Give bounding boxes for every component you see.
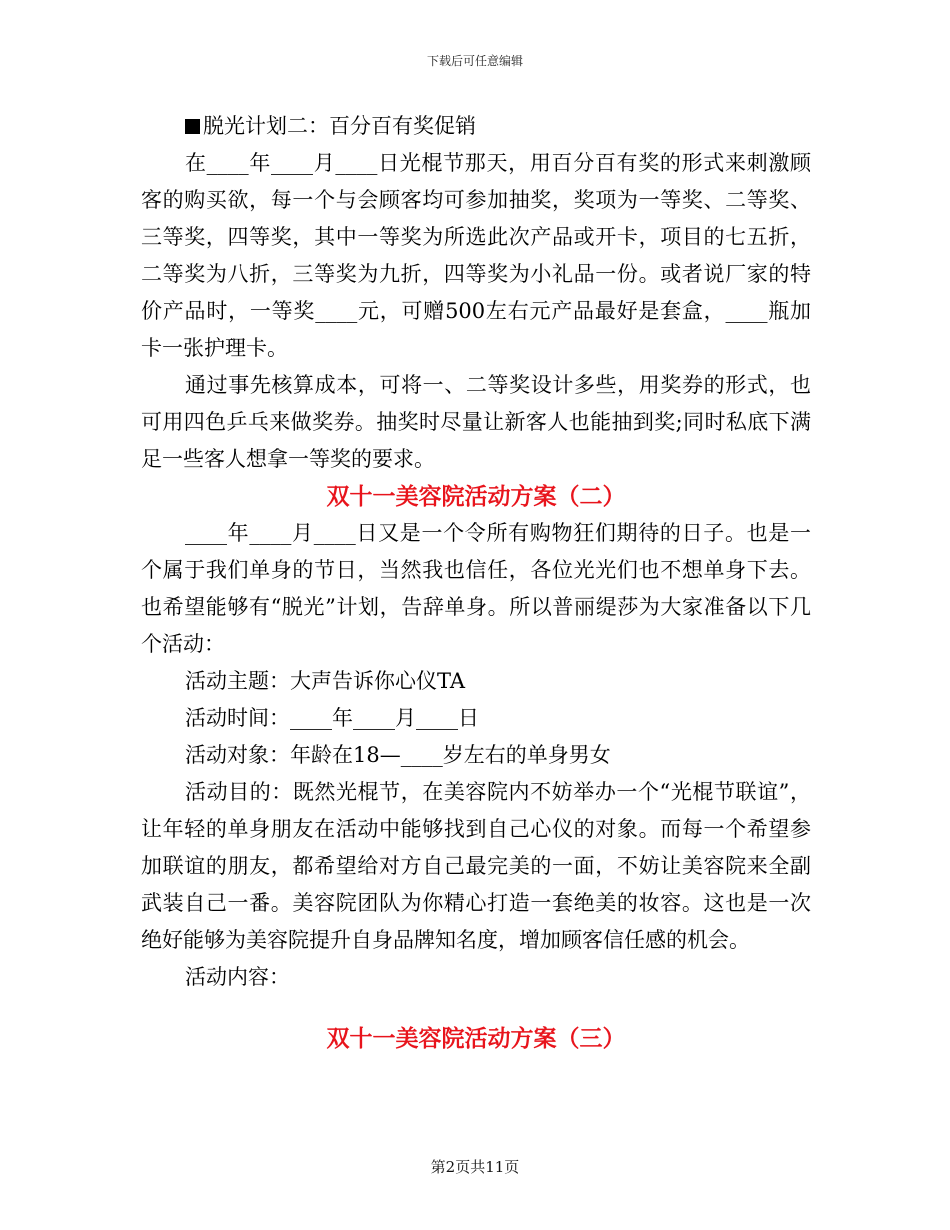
activity-purpose: 活动目的：既然光棍节，在美容院内不妨举办一个“光棍节联谊”，让年轻的单身朋友在活动中能够找到自己心仪的对象。而每一个希望参加联谊的朋友，都希望给对方自己最完美的一面，不妨让美容院来全副武装自己一番。美容院团队为你精心打造一套绝美的妆容。这也是一次绝好能够为美容院提升自身品牌知名度，增加顾客信任感的机会。 [141,780,811,952]
section2-title: 双十一美容院活动方案（二） [326,483,626,510]
plan2-heading [141,108,811,145]
section2-intro: ____年____月____日又是一个令所有购物狂们期待的日子。也是一个属于我们单身的节日，当然我也信任，各位光光们也不想单身下去。也希望能够有“脱光”计划，告辞单身。所以普丽缇莎为大家准备以下几个活动： [141,521,811,656]
activity-theme: 活动主题：大声告诉你心仪TA [185,669,466,693]
plan2-paragraph-1: 在____年____月____日光棍节那天，用百分百有奖的形式来刺激顾客的购买欲，每一个与会顾客均可参加抽奖，奖项为一等奖、二等奖、三等奖，四等奖，其中一等奖为所选此次产品或开卡，项目的七五折，二等奖为八折，三等奖为九折，四等奖为小礼品一份。或者说厂家的特价产品时，一等奖____元，可赠500左右元产品最好是套盒，____瓶加卡一张护理卡。 [141,151,811,360]
page-footer-number: 第2页共11页 [430,1158,520,1176]
plan2-heading-text: 脱光计划二：百分百有奖促销 [203,114,476,138]
plan2-paragraph-2: 通过事先核算成本，可将一、二等奖设计多些，用奖券的形式，也可用四色乒乓来做奖券。抽奖时尽量让新客人也能抽到奖;同时私底下满足一些客人想拿一等奖的要求。 [141,373,811,471]
activity-target: 活动对象：年龄在18—____岁左右的单身男女 [185,743,611,767]
section3-title: 双十一美容院活动方案（三） [326,1025,626,1052]
activity-content-label: 活动内容： [185,965,290,989]
page-header-note: 下载后可任意编辑 [426,54,523,68]
document-body [141,108,811,1057]
black-square-bullet-icon [185,119,200,134]
activity-time: 活动时间：____年____月____日 [185,706,479,730]
